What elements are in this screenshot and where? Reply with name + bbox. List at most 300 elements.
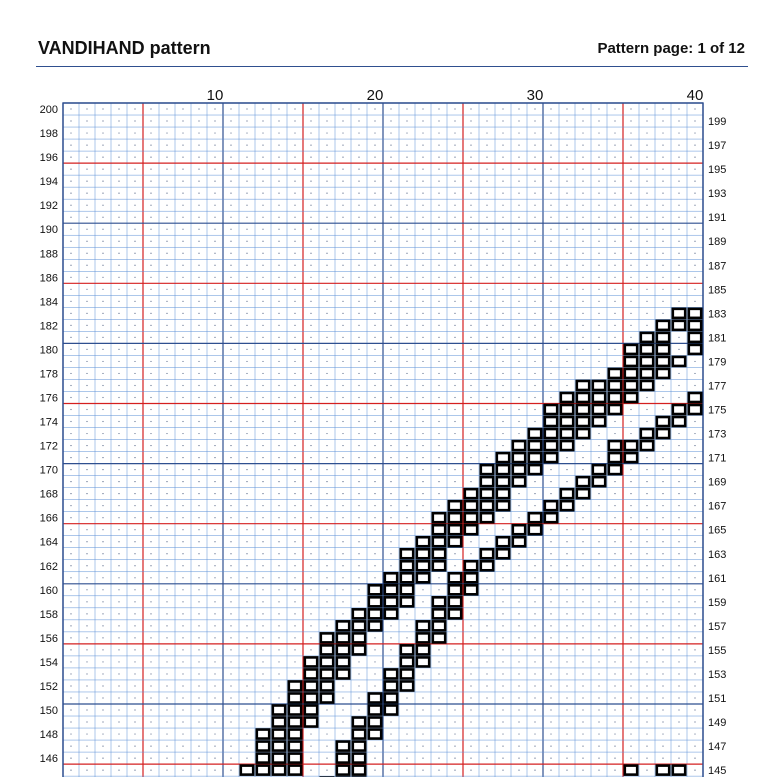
stitch-cell	[337, 742, 349, 751]
stitch-cell	[497, 501, 509, 510]
cell-dot	[630, 637, 631, 638]
row-label-left: 180	[39, 344, 58, 357]
cell-dot	[454, 721, 455, 722]
cell-dot	[646, 577, 647, 578]
cell-dot	[326, 709, 327, 710]
cell-dot	[422, 120, 423, 121]
cell-dot	[134, 313, 135, 314]
cell-dot	[182, 169, 183, 170]
cell-dot	[550, 265, 551, 266]
cell-dot	[518, 337, 519, 338]
stitch-cell	[337, 754, 349, 763]
cell-dot	[678, 265, 679, 266]
cell-dot	[374, 289, 375, 290]
cell-dot	[86, 625, 87, 626]
row-label-left: 148	[39, 729, 58, 742]
cell-dot	[278, 193, 279, 194]
cell-dot	[422, 265, 423, 266]
cell-dot	[534, 553, 535, 554]
cell-dot	[70, 433, 71, 434]
cell-dot	[550, 325, 551, 326]
cell-dot	[102, 397, 103, 398]
cell-dot	[502, 193, 503, 194]
cell-dot	[70, 325, 71, 326]
cell-dot	[342, 421, 343, 422]
cell-dot	[102, 709, 103, 710]
cell-dot	[134, 433, 135, 434]
cell-dot	[70, 205, 71, 206]
cell-dot	[438, 745, 439, 746]
cell-dot	[118, 169, 119, 170]
cell-dot	[518, 301, 519, 302]
cell-dot	[198, 144, 199, 145]
cell-dot	[134, 265, 135, 266]
cell-dot	[454, 493, 455, 494]
cell-dot	[374, 493, 375, 494]
stitch-cell	[401, 585, 413, 594]
row-label-right: 193	[708, 188, 727, 201]
cell-dot	[342, 144, 343, 145]
row-label-right: 147	[708, 741, 727, 754]
cell-dot	[390, 733, 391, 734]
cell-dot	[246, 673, 247, 674]
cell-dot	[614, 649, 615, 650]
cell-dot	[374, 253, 375, 254]
cell-dot	[70, 120, 71, 121]
cell-dot	[438, 108, 439, 109]
cell-dot	[534, 241, 535, 242]
stitch-cell	[321, 693, 333, 702]
cell-dot	[502, 649, 503, 650]
cell-dot	[502, 337, 503, 338]
cell-dot	[86, 205, 87, 206]
cell-dot	[134, 289, 135, 290]
cell-dot	[486, 289, 487, 290]
cell-dot	[246, 181, 247, 182]
stitch-cell	[497, 549, 509, 558]
cell-dot	[390, 156, 391, 157]
cell-dot	[438, 649, 439, 650]
stitch-cell	[529, 513, 541, 522]
cell-dot	[326, 553, 327, 554]
cell-dot	[630, 709, 631, 710]
cell-dot	[678, 457, 679, 458]
cell-dot	[566, 601, 567, 602]
cell-dot	[518, 745, 519, 746]
cell-dot	[422, 529, 423, 530]
cell-dot	[246, 301, 247, 302]
cell-dot	[598, 253, 599, 254]
cell-dot	[358, 265, 359, 266]
cell-dot	[454, 673, 455, 674]
cell-dot	[118, 156, 119, 157]
cell-dot	[294, 457, 295, 458]
cell-dot	[134, 625, 135, 626]
cell-dot	[358, 373, 359, 374]
cell-dot	[582, 685, 583, 686]
cell-dot	[342, 385, 343, 386]
cell-dot	[118, 289, 119, 290]
cell-dot	[310, 144, 311, 145]
row-label-left: 166	[39, 512, 58, 525]
cell-dot	[70, 265, 71, 266]
cell-dot	[230, 553, 231, 554]
cell-dot	[134, 529, 135, 530]
cell-dot	[70, 193, 71, 194]
cell-dot	[486, 337, 487, 338]
cell-dot	[166, 132, 167, 133]
cell-dot	[134, 697, 135, 698]
cell-dot	[86, 770, 87, 771]
cell-dot	[118, 469, 119, 470]
cell-dot	[406, 397, 407, 398]
cell-dot	[326, 745, 327, 746]
cell-dot	[182, 181, 183, 182]
cell-dot	[326, 541, 327, 542]
cell-dot	[422, 770, 423, 771]
cell-dot	[326, 409, 327, 410]
cell-dot	[326, 241, 327, 242]
cell-dot	[406, 301, 407, 302]
cell-dot	[630, 229, 631, 230]
cell-dot	[134, 577, 135, 578]
cell-dot	[550, 144, 551, 145]
cell-dot	[678, 169, 679, 170]
row-label-left: 174	[39, 416, 58, 429]
cell-dot	[118, 301, 119, 302]
cell-dot	[438, 577, 439, 578]
cell-dot	[294, 661, 295, 662]
cell-dot	[198, 685, 199, 686]
cell-dot	[630, 108, 631, 109]
cell-dot	[534, 337, 535, 338]
cell-dot	[534, 120, 535, 121]
stitch-cell	[401, 561, 413, 570]
cell-dot	[102, 373, 103, 374]
cell-dot	[262, 301, 263, 302]
cell-dot	[662, 637, 663, 638]
cell-dot	[294, 421, 295, 422]
cell-dot	[566, 721, 567, 722]
cell-dot	[230, 325, 231, 326]
cell-dot	[198, 289, 199, 290]
stitch-cell	[673, 405, 685, 414]
cell-dot	[502, 120, 503, 121]
cell-dot	[614, 108, 615, 109]
cell-dot	[486, 265, 487, 266]
cell-dot	[262, 193, 263, 194]
cell-dot	[374, 757, 375, 758]
cell-dot	[278, 553, 279, 554]
cell-dot	[310, 733, 311, 734]
cell-dot	[406, 241, 407, 242]
cell-dot	[358, 253, 359, 254]
cell-dot	[262, 373, 263, 374]
cell-dot	[70, 625, 71, 626]
cell-dot	[262, 613, 263, 614]
cell-dot	[278, 589, 279, 590]
cell-dot	[102, 445, 103, 446]
cell-dot	[342, 529, 343, 530]
row-label-left: 200	[39, 104, 58, 117]
cell-dot	[438, 193, 439, 194]
cell-dot	[230, 745, 231, 746]
cell-dot	[486, 433, 487, 434]
stitch-cell	[273, 718, 285, 727]
cell-dot	[310, 108, 311, 109]
cell-dot	[86, 373, 87, 374]
cell-dot	[374, 673, 375, 674]
cell-dot	[150, 229, 151, 230]
cell-dot	[518, 673, 519, 674]
cell-dot	[310, 757, 311, 758]
cell-dot	[342, 289, 343, 290]
cell-dot	[678, 505, 679, 506]
cell-dot	[310, 301, 311, 302]
cell-dot	[646, 481, 647, 482]
row-label-right: 165	[708, 524, 727, 537]
cell-dot	[486, 313, 487, 314]
cell-dot	[134, 709, 135, 710]
cell-dot	[486, 445, 487, 446]
cell-dot	[582, 625, 583, 626]
stitch-cell	[337, 657, 349, 666]
cell-dot	[470, 169, 471, 170]
cell-dot	[646, 517, 647, 518]
cell-dot	[262, 120, 263, 121]
cell-dot	[678, 673, 679, 674]
cell-dot	[470, 144, 471, 145]
cell-dot	[534, 601, 535, 602]
cell-dot	[150, 409, 151, 410]
cell-dot	[566, 697, 567, 698]
cell-dot	[614, 565, 615, 566]
cell-dot	[518, 108, 519, 109]
cell-dot	[406, 277, 407, 278]
stitch-cell	[513, 441, 525, 450]
cell-dot	[406, 409, 407, 410]
cell-dot	[262, 169, 263, 170]
cell-dot	[86, 241, 87, 242]
cell-dot	[374, 397, 375, 398]
cell-dot	[70, 481, 71, 482]
cell-dot	[582, 277, 583, 278]
cell-dot	[166, 433, 167, 434]
cell-dot	[278, 433, 279, 434]
stitch-cell	[369, 585, 381, 594]
cell-dot	[198, 553, 199, 554]
cell-dot	[694, 505, 695, 506]
cell-dot	[342, 205, 343, 206]
cell-dot	[518, 289, 519, 290]
cell-dot	[646, 241, 647, 242]
cell-dot	[230, 541, 231, 542]
cell-dot	[358, 337, 359, 338]
cell-dot	[694, 253, 695, 254]
cell-dot	[694, 132, 695, 133]
cell-dot	[406, 709, 407, 710]
cell-dot	[566, 541, 567, 542]
cell-dot	[134, 445, 135, 446]
cell-dot	[502, 217, 503, 218]
cell-dot	[662, 277, 663, 278]
cell-dot	[566, 625, 567, 626]
cell-dot	[550, 120, 551, 121]
cell-dot	[214, 217, 215, 218]
cell-dot	[614, 661, 615, 662]
stitch-cell	[337, 621, 349, 630]
cell-dot	[214, 709, 215, 710]
cell-dot	[214, 205, 215, 206]
cell-dot	[534, 156, 535, 157]
cell-dot	[230, 625, 231, 626]
cell-dot	[454, 697, 455, 698]
cell-dot	[646, 721, 647, 722]
cell-dot	[310, 745, 311, 746]
cell-dot	[534, 385, 535, 386]
cell-dot	[198, 529, 199, 530]
cell-dot	[230, 589, 231, 590]
cell-dot	[550, 601, 551, 602]
cell-dot	[310, 481, 311, 482]
cell-dot	[422, 721, 423, 722]
cell-dot	[214, 601, 215, 602]
cell-dot	[102, 108, 103, 109]
cell-dot	[390, 457, 391, 458]
cell-dot	[502, 577, 503, 578]
cell-dot	[486, 349, 487, 350]
cell-dot	[678, 289, 679, 290]
cell-dot	[102, 625, 103, 626]
stitch-cell	[465, 513, 477, 522]
cell-dot	[230, 757, 231, 758]
cell-dot	[166, 685, 167, 686]
stitch-cell	[273, 706, 285, 715]
cell-dot	[134, 481, 135, 482]
cell-dot	[118, 541, 119, 542]
cell-dot	[694, 553, 695, 554]
cell-dot	[502, 661, 503, 662]
cell-dot	[550, 493, 551, 494]
cell-dot	[422, 241, 423, 242]
cell-dot	[310, 433, 311, 434]
stitch-cell	[353, 621, 365, 630]
cell-dot	[262, 181, 263, 182]
cell-dot	[390, 301, 391, 302]
cell-dot	[486, 601, 487, 602]
cell-dot	[454, 217, 455, 218]
cell-dot	[198, 241, 199, 242]
cell-dot	[678, 721, 679, 722]
cell-dot	[502, 169, 503, 170]
stitch-cell	[641, 429, 653, 438]
cell-dot	[502, 397, 503, 398]
cell-dot	[486, 193, 487, 194]
cell-dot	[198, 229, 199, 230]
cell-dot	[374, 349, 375, 350]
cell-dot	[534, 205, 535, 206]
cell-dot	[86, 289, 87, 290]
cell-dot	[550, 253, 551, 254]
stitch-cell	[337, 645, 349, 654]
cell-dot	[406, 625, 407, 626]
cell-dot	[246, 445, 247, 446]
cell-dot	[150, 649, 151, 650]
cell-dot	[86, 156, 87, 157]
cell-dot	[694, 469, 695, 470]
cell-dot	[262, 517, 263, 518]
cell-dot	[422, 589, 423, 590]
cell-dot	[214, 289, 215, 290]
cell-dot	[118, 517, 119, 518]
cell-dot	[118, 529, 119, 530]
pattern-title: VANDIHAND pattern	[38, 38, 211, 58]
cell-dot	[646, 541, 647, 542]
cell-dot	[406, 770, 407, 771]
row-label-left: 150	[39, 705, 58, 718]
cell-dot	[310, 337, 311, 338]
cell-dot	[166, 108, 167, 109]
cell-dot	[438, 289, 439, 290]
cell-dot	[214, 349, 215, 350]
cell-dot	[598, 745, 599, 746]
cell-dot	[326, 505, 327, 506]
cell-dot	[694, 193, 695, 194]
cell-dot	[294, 265, 295, 266]
cell-dot	[502, 601, 503, 602]
stitch-cell	[513, 525, 525, 534]
cell-dot	[598, 457, 599, 458]
cell-dot	[598, 132, 599, 133]
cell-dot	[550, 373, 551, 374]
cell-dot	[134, 505, 135, 506]
cell-dot	[198, 541, 199, 542]
cell-dot	[118, 577, 119, 578]
cell-dot	[550, 277, 551, 278]
cell-dot	[150, 421, 151, 422]
stitch-cell	[353, 645, 365, 654]
cell-dot	[694, 241, 695, 242]
cell-dot	[150, 577, 151, 578]
cell-dot	[134, 601, 135, 602]
cell-dot	[582, 457, 583, 458]
cell-dot	[70, 373, 71, 374]
cell-dot	[566, 229, 567, 230]
cell-dot	[326, 289, 327, 290]
cell-dot	[646, 457, 647, 458]
cell-dot	[582, 301, 583, 302]
cell-dot	[614, 120, 615, 121]
cell-dot	[294, 217, 295, 218]
cell-dot	[470, 217, 471, 218]
cell-dot	[502, 757, 503, 758]
cell-dot	[470, 241, 471, 242]
cell-dot	[214, 433, 215, 434]
cell-dot	[166, 541, 167, 542]
cell-dot	[534, 301, 535, 302]
cell-dot	[118, 565, 119, 566]
cell-dot	[422, 108, 423, 109]
cell-dot	[406, 433, 407, 434]
cell-dot	[150, 517, 151, 518]
cell-dot	[230, 733, 231, 734]
cell-dot	[166, 553, 167, 554]
cell-dot	[454, 313, 455, 314]
cell-dot	[662, 577, 663, 578]
cell-dot	[262, 229, 263, 230]
cell-dot	[86, 493, 87, 494]
cell-dot	[182, 253, 183, 254]
